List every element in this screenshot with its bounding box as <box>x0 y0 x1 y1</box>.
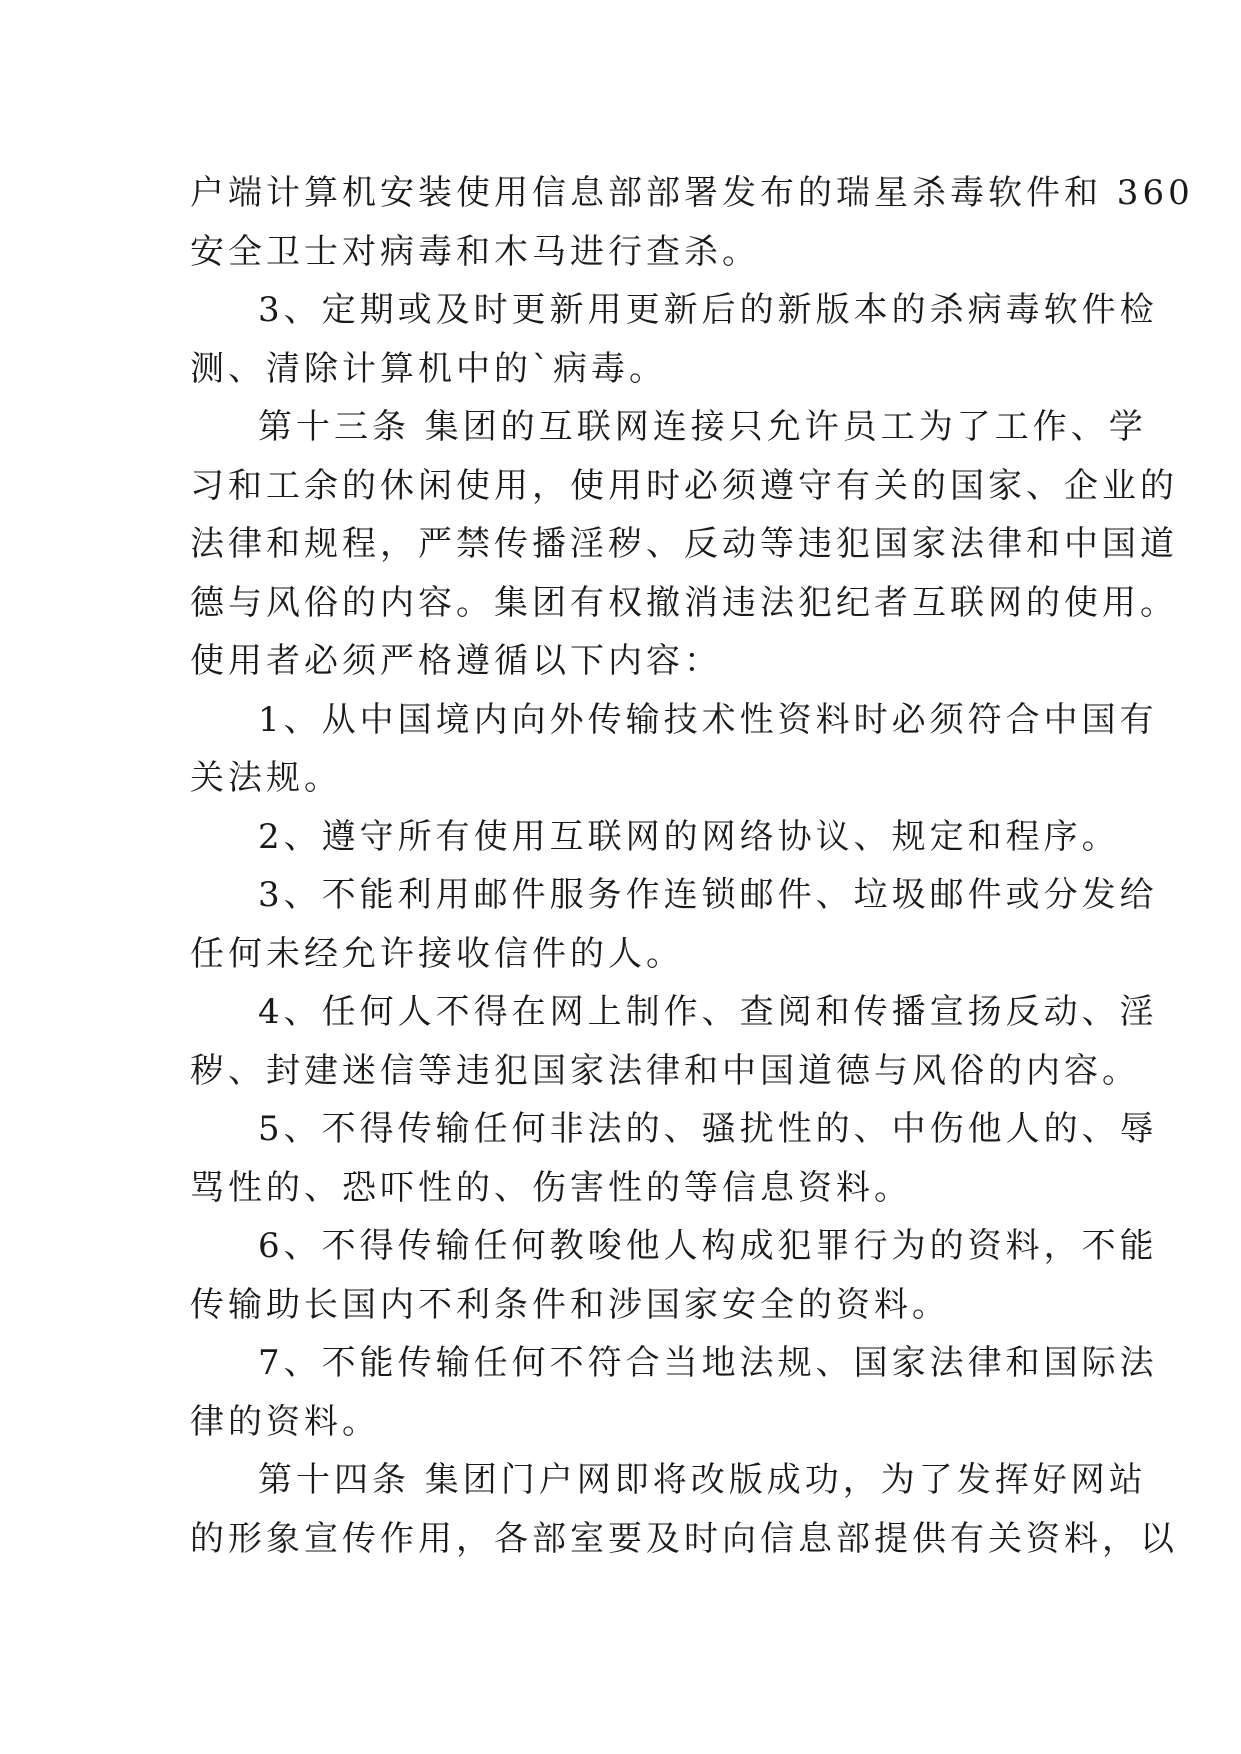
list-item-line: 4、任何人不得在网上制作、查阅和传播宣扬反动、淫 <box>258 992 1158 1032</box>
article-heading-line: 第十四条 集团门户网即将改版成功，为了发挥好网站 <box>258 1460 1147 1500</box>
list-item-line: 2、遵守所有使用互联网的网络协议、规定和程序。 <box>258 816 1120 857</box>
text-line: 法律和规程，严禁传播淫秽、反动等违犯国家法律和中国道 <box>190 524 1178 564</box>
text-line: 传输助长国内不利条件和涉国家安全的资料。 <box>190 1284 950 1325</box>
text-line: 习和工余的休闲使用，使用时必须遵守有关的国家、企业的 <box>190 465 1178 506</box>
text-line: 德与风俗的内容。集团有权撤消违法犯纪者互联网的使用。 <box>190 582 1178 623</box>
text-line: 使用者必须严格遵循以下内容： <box>190 641 722 681</box>
text-line: 关法规。 <box>190 758 342 798</box>
text-line: 的形象宣传作用，各部室要及时向信息部提供有关资料，以 <box>190 1518 1178 1559</box>
text-line: 骂性的、恐吓性的、伤害性的等信息资料。 <box>190 1167 912 1208</box>
text-line: 秽、封建迷信等违犯国家法律和中国道德与风俗的内容。 <box>190 1050 1140 1091</box>
text-line: 户端计算机安装使用信息部部署发布的瑞星杀毒软件和 360 <box>190 173 1194 213</box>
text-line: 任何未经允许接收信件的人。 <box>190 933 684 974</box>
text-line: 测、清除计算机中的`病毒。 <box>190 348 667 389</box>
list-item-line: 7、不能传输任何不符合当地法规、国家法律和国际法 <box>258 1343 1158 1383</box>
text-line: 律的资料。 <box>190 1401 380 1442</box>
list-item-line: 5、不得传输任何非法的、骚扰性的、中伤他人的、辱 <box>258 1109 1158 1149</box>
article-heading-line: 第十三条 集团的互联网连接只允许员工为了工作、学 <box>258 407 1147 447</box>
list-item-line: 1、从中国境内向外传输技术性资料时必须符合中国有 <box>258 699 1158 740</box>
list-item-line: 6、不得传输任何教唆他人构成犯罪行为的资料，不能 <box>258 1226 1158 1266</box>
text-line: 3、定期或及时更新用更新后的新版本的杀病毒软件检 <box>258 290 1158 330</box>
text-line: 安全卫士对病毒和木马进行查杀。 <box>190 231 760 272</box>
document-body <box>190 164 1194 1568</box>
list-item-line: 3、不能利用邮件服务作连锁邮件、垃圾邮件或分发给 <box>258 875 1158 915</box>
